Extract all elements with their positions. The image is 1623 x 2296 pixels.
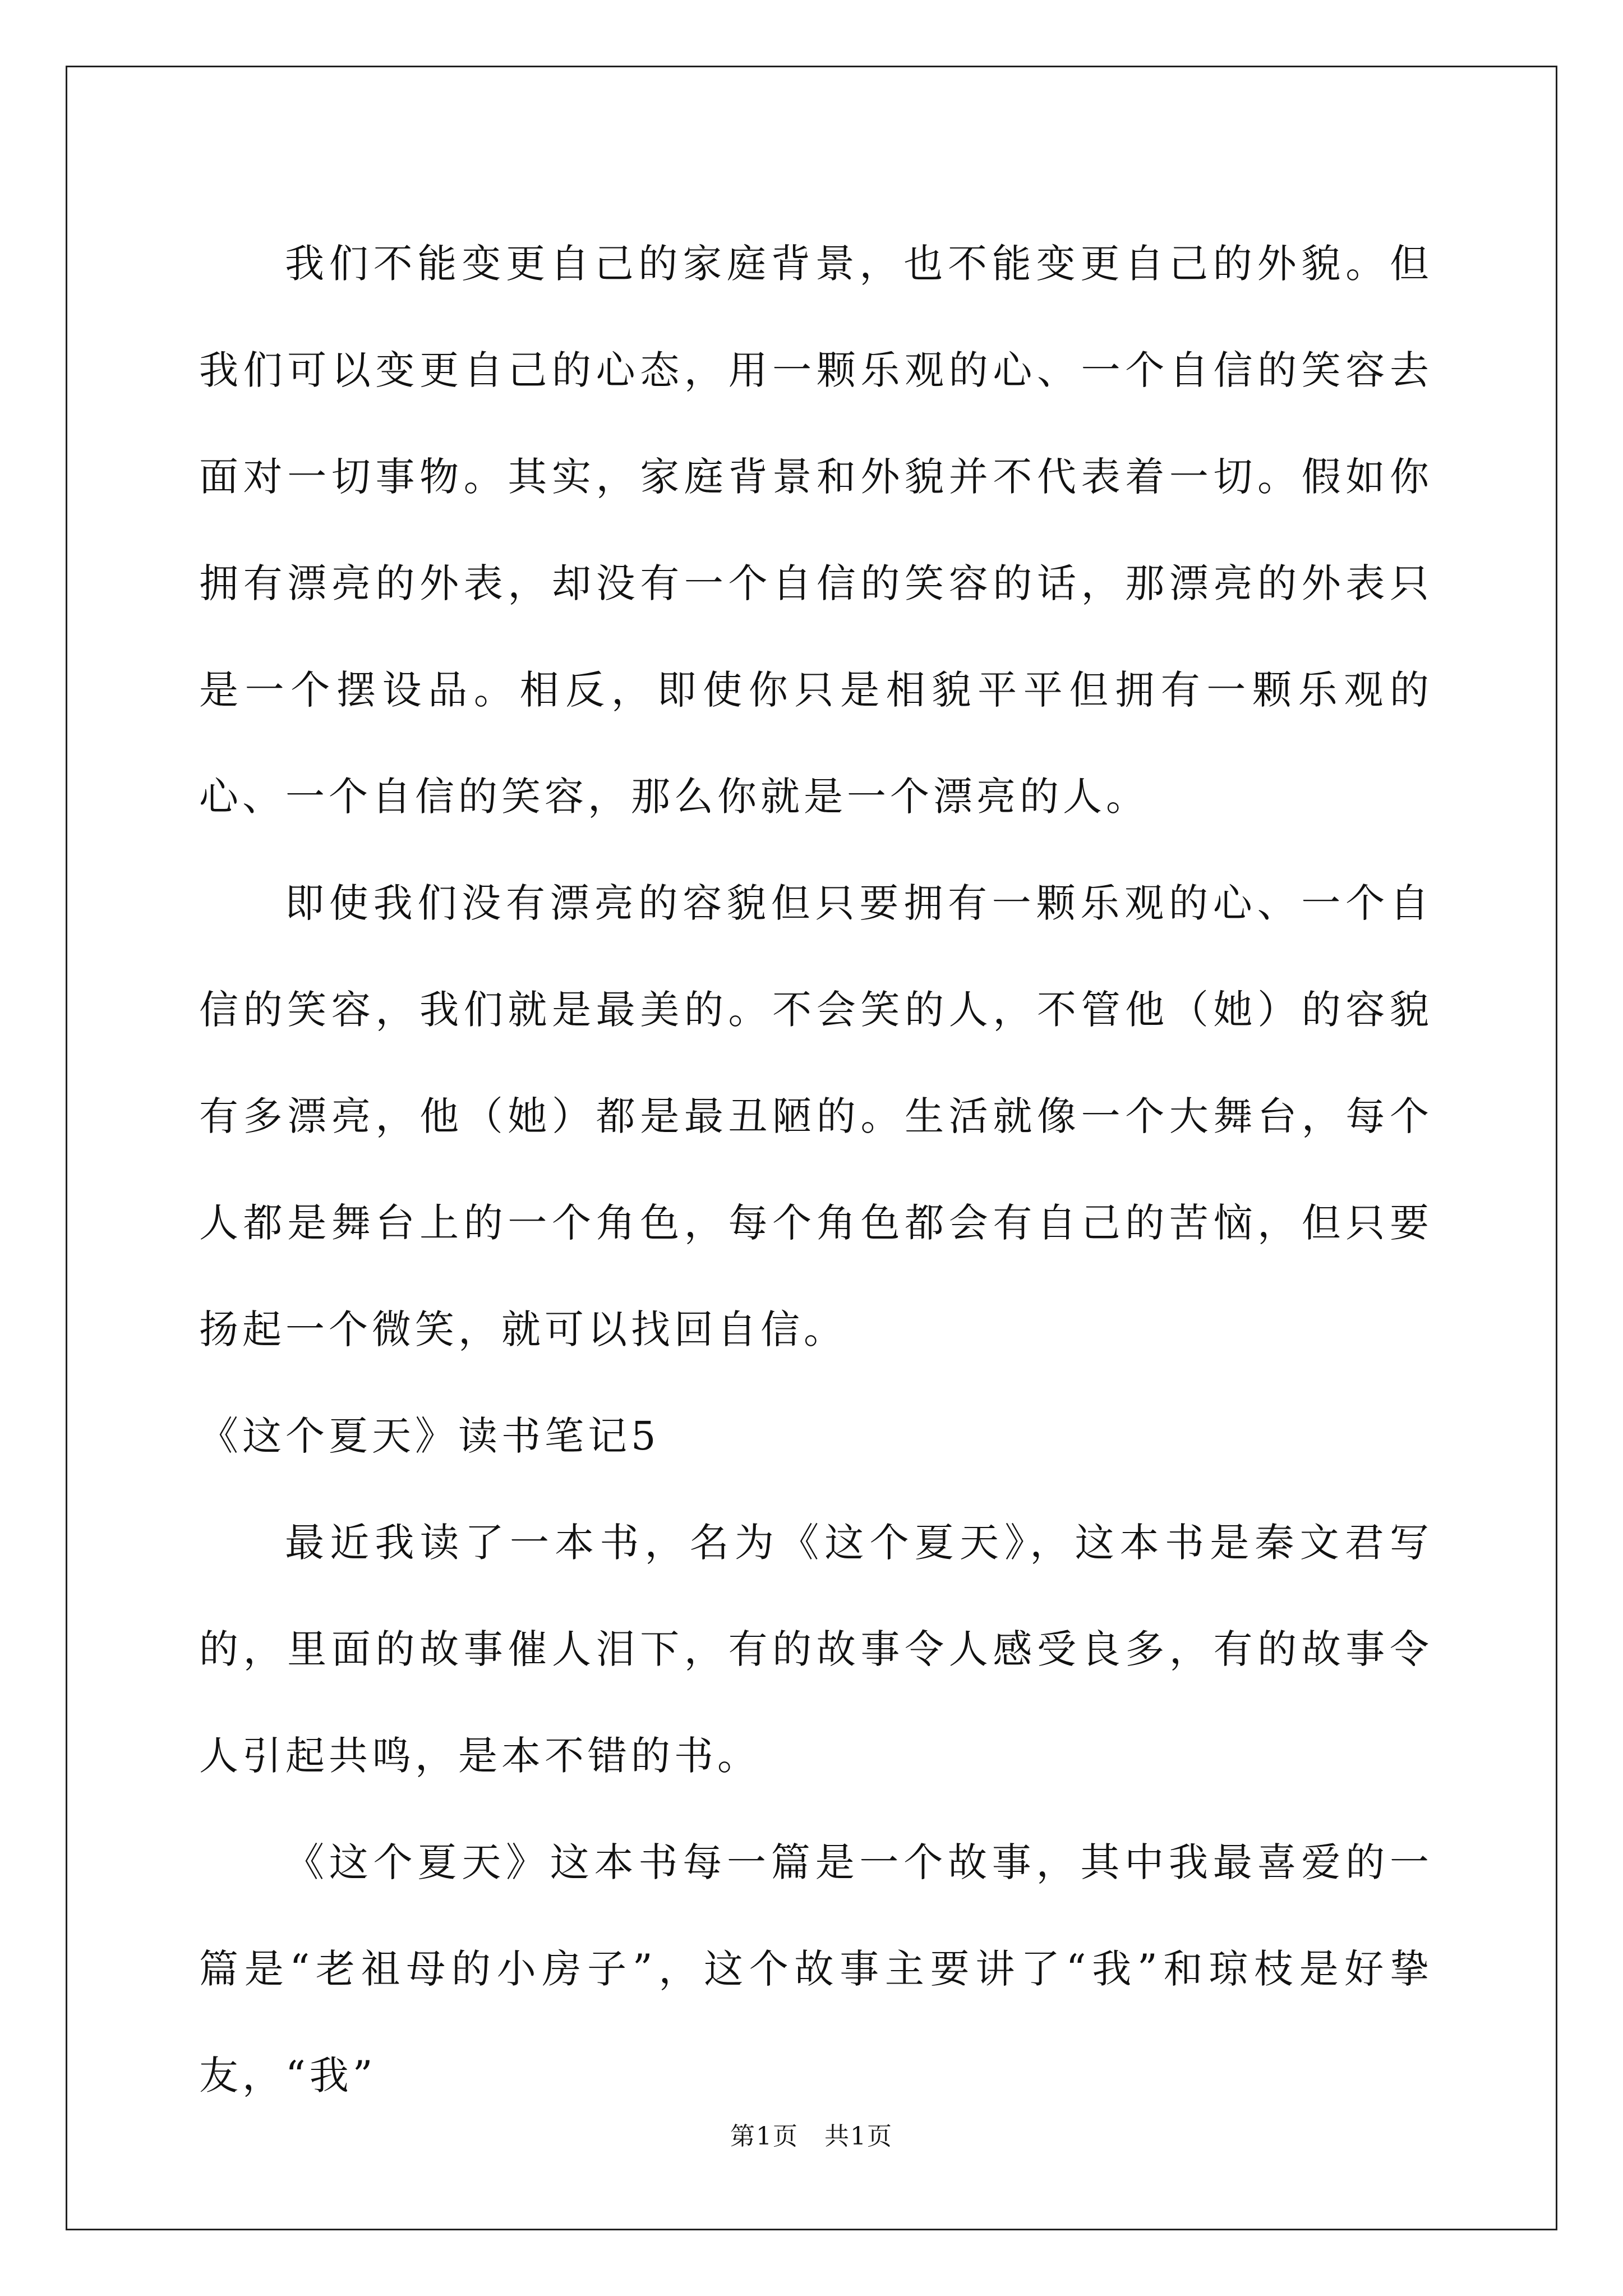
paragraph: 我们不能变更自己的家庭背景，也不能变更自己的外貌。但我们可以变更自己的心态，用一颗乐观的心、一个自信的笑容去面对一切事物。其实，家庭背景和外貌并不代表着一切。假如你拥有漂亮的外表，却没有一个自信的笑容的话，那漂亮的外表只是一个摆设品。相反，即使你只是相貌平平但拥有一颗乐观的心、一个自信的笑容，那么你就是一个漂亮的人。: [199, 241, 1433, 820]
section-heading: 《这个夏天》读书笔记5: [199, 1413, 660, 1459]
paragraph: 《这个夏天》这本书每一篇是一个故事，其中我最喜爱的一篇是“老祖母的小房子”，这个故事主要讲了“我”和琼枝是好挚友，“我”: [199, 1839, 1433, 2099]
paragraph: 即使我们没有漂亮的容貌但只要拥有一颗乐观的心、一个自信的笑容，我们就是最美的。不会笑的人，不管他（她）的容貌有多漂亮，他（她）都是最丑陋的。生活就像一个大舞台，每个人都是舞台上的一个角色，每个角色都会有自己的苦恼，但只要扬起一个微笑，就可以找回自信。: [199, 880, 1433, 1352]
paragraph: 最近我读了一本书，名为《这个夏天》，这本书是秦文君写的，里面的故事催人泪下，有的故事令人感受良多，有的故事令人引起共鸣，是本不错的书。: [199, 1520, 1433, 1779]
page-footer: 第1页 共1页: [730, 2122, 893, 2151]
document-body: [199, 210, 1433, 2129]
